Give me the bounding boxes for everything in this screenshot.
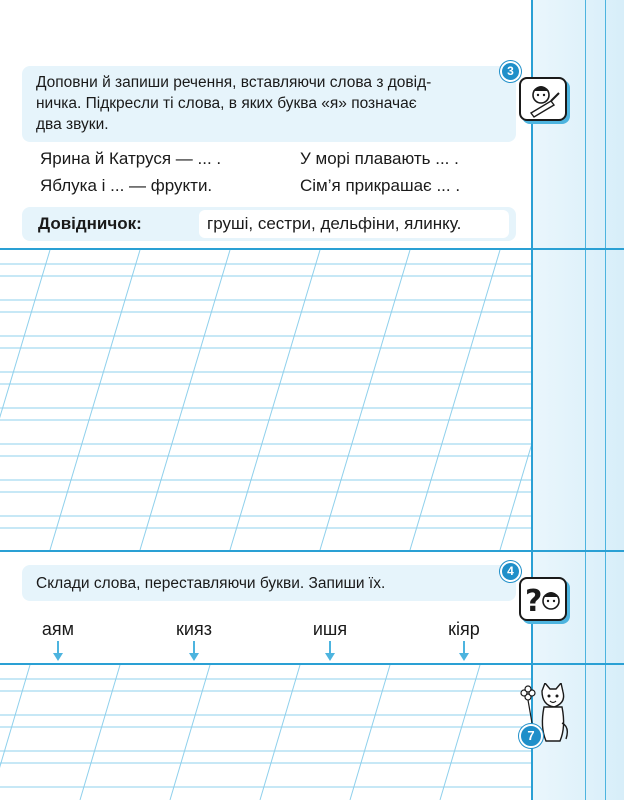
helper-label: Довідничок: [38,214,142,233]
arrow-down-icon [324,641,336,661]
writing-area-2 [0,665,531,800]
scrambled-word: кияз [176,619,212,639]
sentence-2: У морі плавають ... . [300,149,459,168]
instruction-line: ничка. Підкресли ті слова, в яких буква «я» позначає [36,95,417,112]
margin-inner-line [585,0,586,800]
sentence-1: Ярина й Катруся — ... . [40,149,222,168]
margin-outer-line [605,0,606,800]
scrambled-word: аям [41,619,75,639]
scrambled-word: ишя [312,619,348,639]
sentence-4: Сім’я прикрашає ... . [300,176,461,195]
arrow-down-icon [188,641,200,661]
helper-box [22,207,516,241]
arrow-down-icon [458,641,470,661]
instruction-line: Доповни й запиши речення, вставляючи слова з довід- [36,74,432,91]
task3-instruction-box [22,66,516,142]
page-number: 7 [519,724,543,748]
svg-text:?: ? [525,584,543,619]
sentence-3: Яблука і ... — фрукти. [40,176,213,195]
instruction-line: два звуки. [36,116,109,133]
section-divider [0,550,624,552]
scrambled-word: кіяр [448,619,480,639]
helper-words: груші, сестри, дельфіни, ялинку. [199,210,509,238]
writing-area-1 [0,250,531,550]
task4-instruction-box [22,565,516,601]
arrow-down-icon [52,641,64,661]
task3-instruction [36,72,502,135]
writing-boy-icon [519,77,567,121]
task3-number-badge: 3 [500,61,521,82]
task4-number-badge: 4 [500,561,521,582]
task4-instruction: Склади слова, переставляючи букви. Запиши їх. [36,575,386,592]
question-boy-icon [519,577,567,621]
